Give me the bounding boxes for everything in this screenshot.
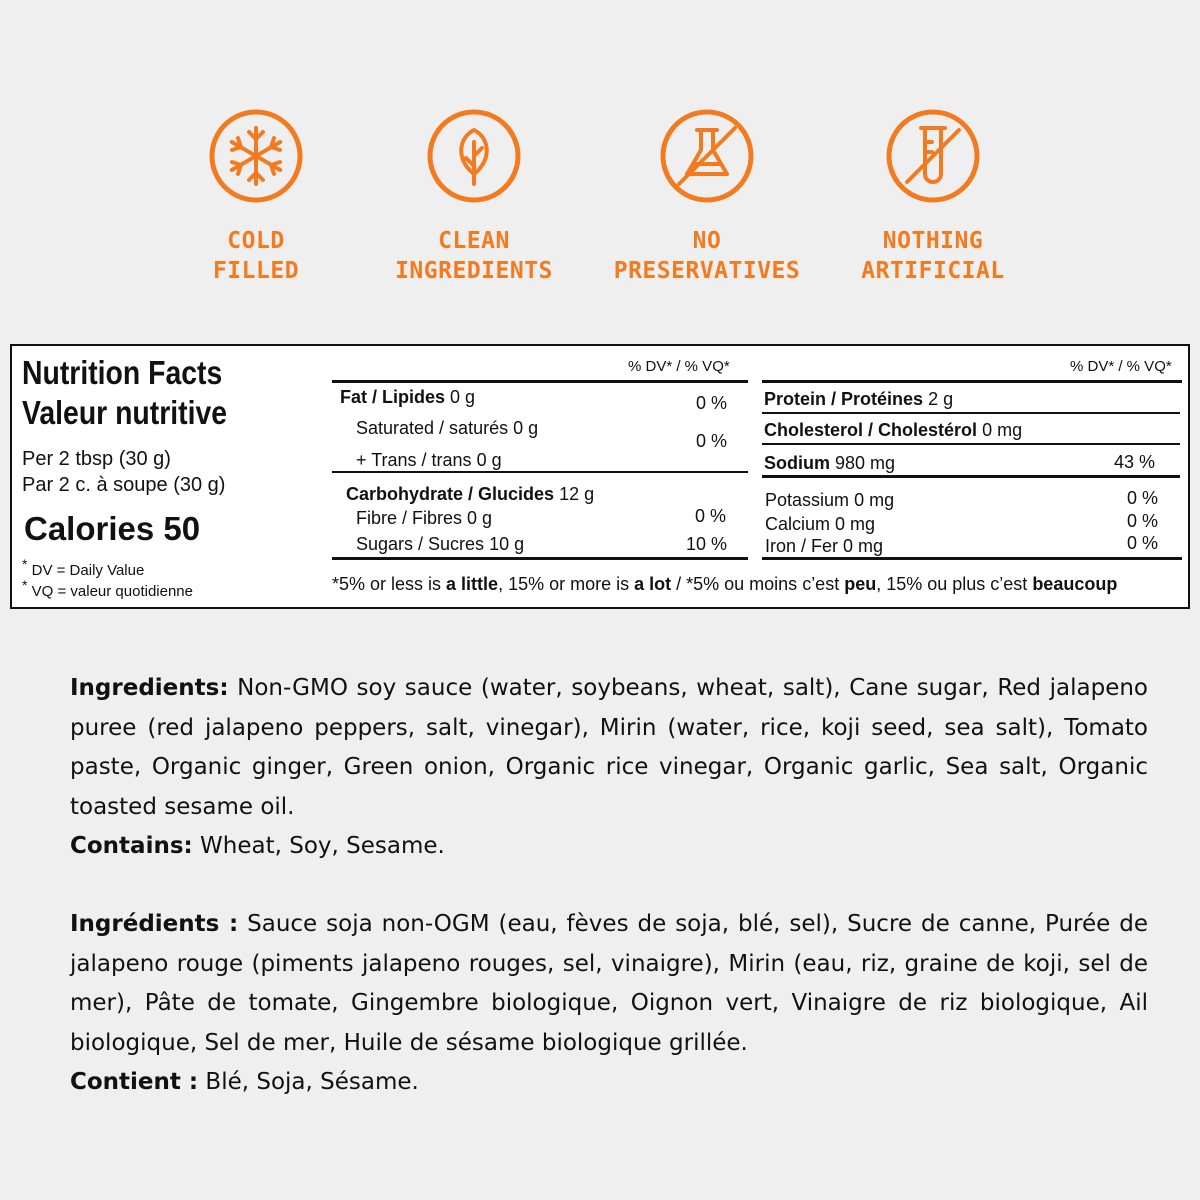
contains-text: Blé, Soja, Sésame.: [198, 1069, 419, 1095]
calcium-label: Calcium: [765, 514, 831, 534]
row-cholesterol: [764, 420, 1022, 441]
calcium-value: 0 mg: [835, 514, 876, 534]
trans-value: 0 g: [476, 450, 502, 470]
badge-line2: INGREDIENTS: [395, 258, 553, 284]
row-protein: [764, 389, 953, 410]
nutrition-facts-table: [10, 344, 1190, 609]
calories: Calories 50: [24, 510, 201, 547]
divider: [762, 412, 1180, 414]
protein-value: 2 g: [928, 389, 954, 409]
contains-label: Contient :: [70, 1069, 199, 1095]
contains-fr-paragraph: [70, 1063, 1148, 1103]
snowflake-icon: [208, 108, 304, 204]
potassium-dv: 0 %: [1127, 488, 1159, 508]
badge-line1: NO: [692, 228, 722, 254]
fibre-dv: 0 %: [695, 506, 727, 526]
footnote-vq-text: VQ = valeur quotidienne: [31, 583, 193, 600]
fat-dv: 0 %: [696, 393, 728, 413]
contains-label: Contains:: [70, 833, 193, 859]
trans-label: + Trans / trans: [356, 450, 472, 470]
badge-line1: NOTHING: [882, 228, 984, 254]
no-flask-icon: [659, 108, 755, 204]
sodium-label: Sodium: [764, 453, 830, 473]
note-bold: beaucoup: [1032, 574, 1118, 594]
footnote-star: *: [22, 577, 28, 593]
ingredients-fr: [70, 905, 1148, 1103]
divider: [762, 443, 1180, 445]
badge-clean-ingredients: [354, 108, 594, 286]
footnote-star: *: [22, 556, 28, 572]
contains-en-paragraph: [70, 827, 1148, 867]
divider: [762, 380, 1182, 383]
dv-header-right: % DV* / % VQ*: [1070, 358, 1172, 375]
ingredients-text: Non-GMO soy sauce (water, soybeans, wheat, salt), Cane sugar, Red jalapeno puree (red jalapeno peppers, salt, vinegar), Mirin (water, rice, koji seed, sea salt), Tomato paste, Organic ginger, Green onion, Organic rice vinegar, Organic garlic, Sea salt, Organic toasted sesame oil.: [70, 675, 1148, 820]
row-sugars: [356, 534, 524, 555]
ingredients-en: [70, 669, 1148, 867]
divider: [762, 475, 1180, 478]
badge-line1: CLEAN: [438, 228, 510, 254]
ingredients-fr-paragraph: [70, 905, 1148, 1063]
divider: [762, 557, 1182, 560]
sugars-value: 10 g: [489, 534, 525, 554]
protein-label: Protein / Protéines: [764, 389, 924, 409]
cholesterol-label: Cholesterol / Cholestérol: [764, 420, 978, 440]
serving-en: Per 2 tbsp (30 g): [22, 448, 171, 470]
note-bold: a little: [446, 574, 499, 594]
ingredients-label: Ingredients:: [70, 675, 229, 701]
badge-cold-filled: [136, 108, 376, 286]
divider: [332, 471, 748, 473]
fat-value: 0 g: [450, 387, 476, 407]
ingredients-label: Ingrédients :: [70, 911, 239, 937]
serving-fr: Par 2 c. à soupe (30 g): [22, 474, 226, 496]
saturated-value: 0 g: [513, 418, 539, 438]
sugars-label: Sugars / Sucres: [356, 534, 485, 554]
badge-line2: PRESERVATIVES: [613, 258, 801, 284]
no-test-tube-icon: [885, 108, 981, 204]
sodium-value: 980 mg: [835, 453, 896, 473]
cholesterol-value: 0 mg: [982, 420, 1023, 440]
row-potassium: [765, 490, 894, 511]
note-text: , 15% or more is: [498, 574, 635, 594]
saturated-label: Saturated / saturés: [356, 418, 509, 438]
carb-value: 12 g: [559, 484, 595, 504]
badge-line2: ARTIFICIAL: [861, 258, 1005, 284]
note-text: , 15% ou plus c’est: [876, 574, 1033, 594]
title-fr: Valeur nutritive: [22, 394, 228, 431]
calcium-dv: 0 %: [1127, 511, 1159, 531]
potassium-value: 0 mg: [854, 490, 895, 510]
iron-dv: 0 %: [1127, 533, 1159, 553]
divider: [332, 557, 748, 560]
sugars-dv: 10 %: [686, 534, 728, 554]
ingredients-en-paragraph: [70, 669, 1148, 827]
row-carbohydrate: [346, 484, 594, 505]
iron-value: 0 mg: [843, 536, 884, 556]
note-text: *5% or less is: [332, 574, 447, 594]
note-bold: peu: [844, 574, 877, 594]
badge-no-preservatives: [587, 108, 827, 286]
ingredients-text: Sauce soja non-OGM (eau, fèves de soja, blé, sel), Sucre de canne, Purée de jalapeno rouge (piments jalapeno rouges, sel, vinaigre), Mirin (eau, riz, graine de koji, sel de mer), Pâte de tomate, Gingembre biologique, Oignon vert, Vinaigre de riz biologique, Ail biologique, Sel de mer, Huile de sésame biologique grillée.: [70, 911, 1148, 1056]
row-sodium: [764, 453, 895, 474]
footnote-vq: [22, 575, 193, 602]
row-fibre: [356, 508, 492, 529]
contains-text: Wheat, Soy, Sesame.: [192, 833, 445, 859]
row-calcium: [765, 514, 875, 535]
row-trans: [356, 450, 502, 471]
footnote-dv-text: DV = Daily Value: [31, 562, 145, 579]
row-fat: [340, 387, 475, 408]
fibre-label: Fibre / Fibres: [356, 508, 463, 528]
badge-line1: COLD: [227, 228, 285, 254]
badge-nothing-artificial: [813, 108, 1053, 286]
dv-header-left: % DV* / % VQ*: [628, 358, 730, 375]
row-saturated: [356, 418, 538, 439]
note-bold: a lot: [634, 574, 672, 594]
row-iron: [765, 536, 883, 557]
title-en: Nutrition Facts: [22, 354, 223, 391]
badge-line2: FILLED: [212, 258, 300, 284]
divider: [332, 380, 748, 383]
sat-trans-dv: 0 %: [696, 431, 728, 451]
sodium-dv: 43 %: [1114, 452, 1156, 472]
carb-label: Carbohydrate / Glucides: [346, 484, 555, 504]
iron-label: Iron / Fer: [765, 536, 839, 556]
fibre-value: 0 g: [467, 508, 493, 528]
leaf-icon: [426, 108, 522, 204]
fat-label: Fat / Lipides: [340, 387, 446, 407]
potassium-label: Potassium: [765, 490, 850, 510]
note-text: / *5% ou moins c’est: [671, 574, 845, 594]
dv-explanation-note: [332, 574, 1117, 595]
